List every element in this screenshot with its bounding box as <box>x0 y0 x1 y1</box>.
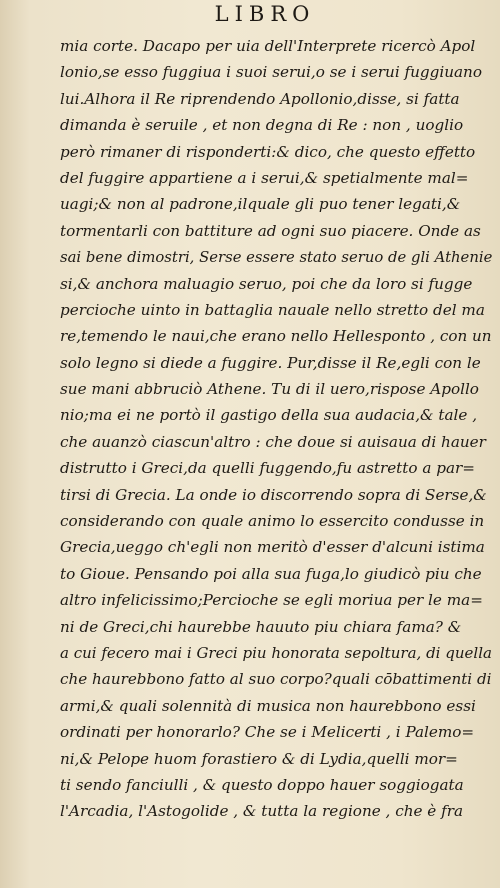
text-line: però rimaner di risponderti:& dico, che questo effetto <box>60 142 476 161</box>
text-line: che haurebbono fatto al suo corpo?quali cōbattimenti di <box>60 670 492 689</box>
text-line: l'Arcadia, l'Astogolide , & tutta la regione , che è fra <box>60 802 464 821</box>
text-line: nio;ma ei ne portò il gastigo della sua audacia,& tale , <box>60 406 478 425</box>
text-line: ti sendo fanciulli , & questo doppo hauer soggiogata <box>60 775 464 794</box>
text-line: del fuggire appartiene a i serui,& spetialmente mal= <box>60 168 469 187</box>
body-text <box>60 33 492 825</box>
text-line: lonio,se esso fuggiua i suoi serui,o se i serui fuggiuano <box>60 63 482 82</box>
text-line: considerando con quale animo lo essercito condusse in <box>60 512 485 531</box>
text-line: solo legno si diede a fuggire. Pur,disse il Re,egli con le <box>60 353 481 372</box>
text-line: Grecia,ueggo ch'egli non meritò d'esser d'alcuni istima <box>60 538 485 557</box>
text-line: ordinati per honorarlo? Che se i Melicerti , i Palemo= <box>60 723 475 742</box>
text-line: che auanzò ciascun'altro : che doue si auisaua di hauer <box>60 432 486 451</box>
text-line: tormentarli con battiture ad ogni suo piacere. Onde as <box>60 221 481 240</box>
text-line: re,temendo le naui,che erano nello Hellesponto , con un <box>60 327 492 346</box>
text-line: lui.Alhora il Re riprendendo Apollonio,disse, si fatta <box>60 89 460 108</box>
running-head-title: LIBRO <box>214 2 316 26</box>
text-line: uagi;& non al padrone,ilquale gli puo tener legati,& <box>60 195 461 214</box>
text-line: sue mani abbruciò Athene. Tu di il uero,rispose Apollo <box>60 380 479 399</box>
text-line: percioche uinto in battaglia nauale nello stretto del ma <box>60 300 485 319</box>
text-line: ni,& Pelope huom forastiero & di Lydia,quelli mor= <box>60 749 458 768</box>
text-line: si,& anchora maluagio seruo, poi che da loro si fugge <box>60 274 473 293</box>
text-line: distrutto i Greci,da quelli fuggendo,fu astretto a par= <box>60 459 476 478</box>
text-line: a cui fecero mai i Greci piu honorata sepoltura, di quella <box>60 643 492 662</box>
text-line: ni de Greci,chi haurebbe hauuto piu chiara fama? & <box>60 617 462 636</box>
text-line: altro infelicissimo;Percioche se egli moriua per le ma= <box>60 591 483 610</box>
text-line: mia corte. Dacapo per uia dell'Interprete ricercò Apol <box>60 37 476 55</box>
text-line: to Gioue. Pensando poi alla sua fuga,lo giudicò piu che <box>60 564 482 583</box>
text-line: armi,& quali solennità di musica non haurebbono essi <box>60 696 476 715</box>
text-line: dimanda è seruile , et non degna di Re : non , uoglio <box>60 116 464 135</box>
text-line: tirsi di Grecia. La onde io discorrendo sopra di Serse,& <box>60 485 487 504</box>
text-line: sai bene dimostri, Serse essere stato seruo de gli Athenie <box>60 248 493 267</box>
